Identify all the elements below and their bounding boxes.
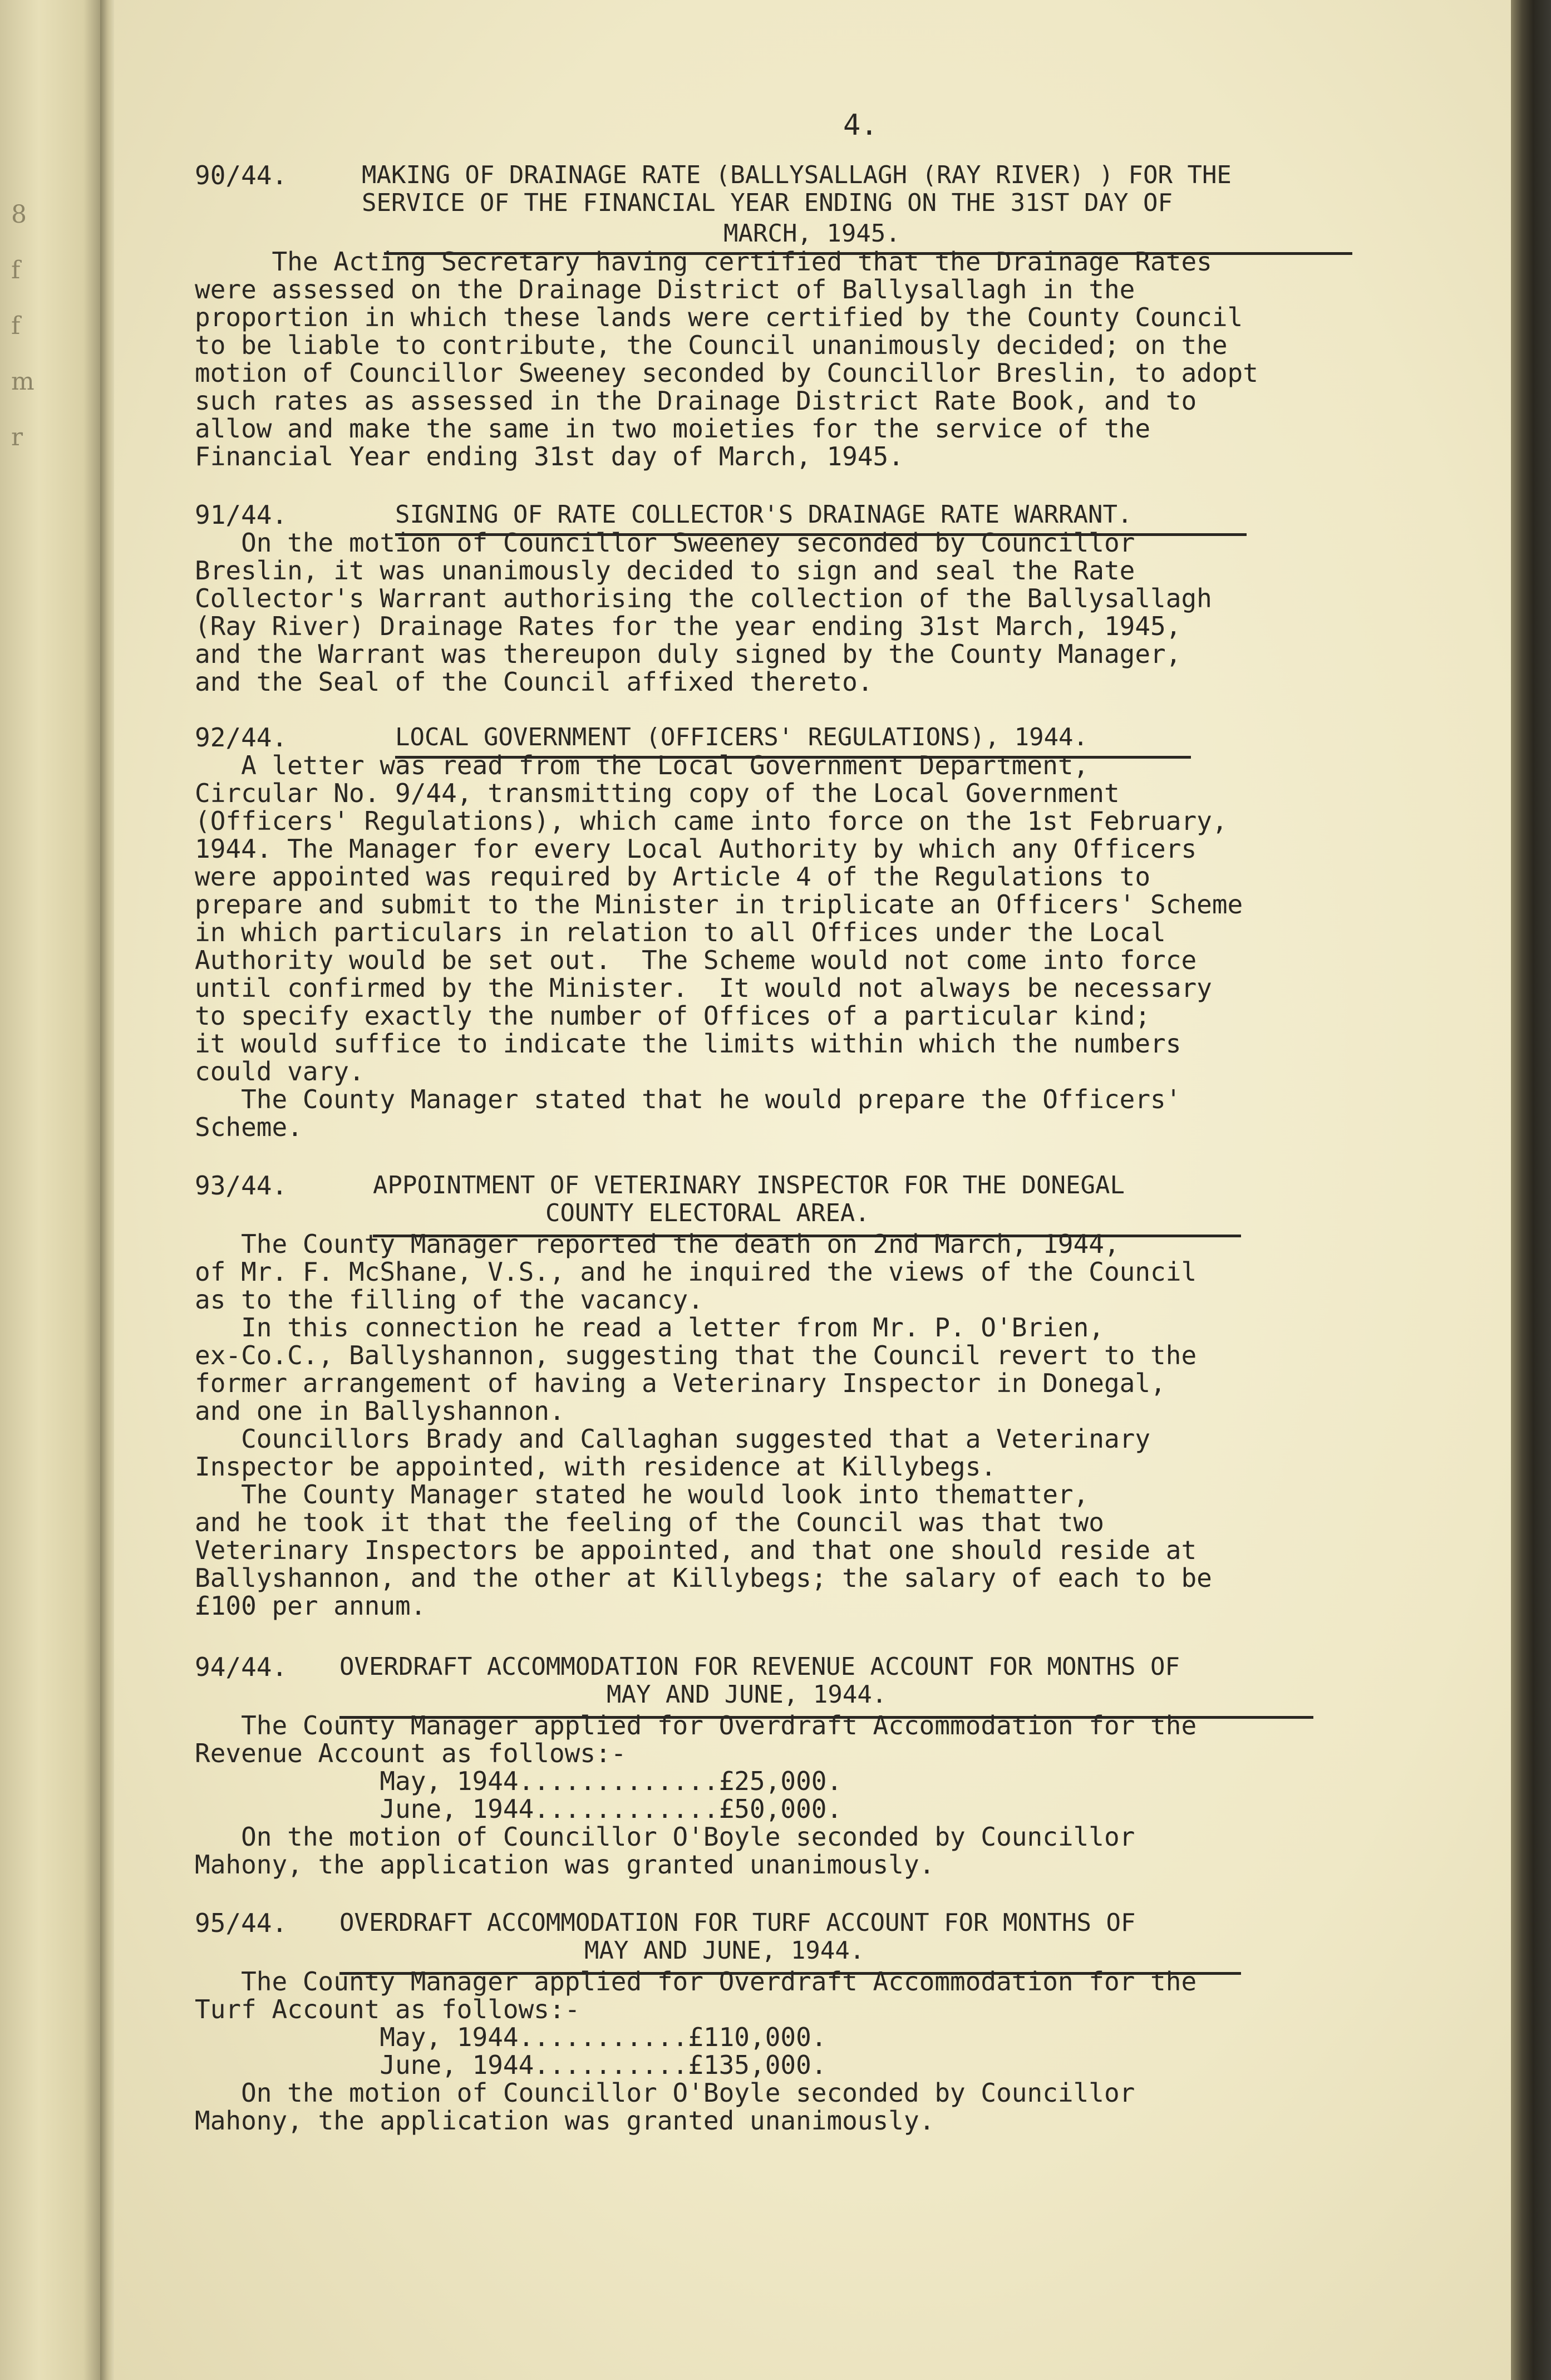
minute-number: 91/44. — [195, 500, 288, 530]
minute-heading: MAY AND JUNE, 1944. — [607, 1680, 887, 1709]
minute-body-line: proportion in which these lands were certified by the County Council — [195, 302, 1243, 332]
minute-body-line: Mahony, the application was granted unanimously. — [195, 2106, 935, 2136]
minute-body-line: Inspector be appointed, with residence at Killybegs. — [195, 1452, 997, 1482]
left-page-mark: 8 — [11, 200, 27, 229]
minute-number: 94/44. — [195, 1652, 288, 1682]
minute-body-line: Mahony, the application was granted unanimously. — [195, 1850, 935, 1880]
minute-number: 90/44. — [195, 160, 288, 190]
minute-body-line: it would suffice to indicate the limits within which the numbers — [195, 1029, 1181, 1059]
minute-heading: OVERDRAFT ACCOMMODATION FOR TURF ACCOUNT FOR MONTHS OF — [339, 1909, 1136, 1937]
page-number: 4. — [843, 109, 878, 142]
left-page-edge — [0, 0, 100, 2380]
minute-body-line: such rates as assessed in the Drainage District Rate Book, and to — [195, 386, 1197, 416]
minute-body-line: Collector's Warrant authorising the collection of the Ballysallagh — [195, 583, 1212, 613]
minute-body-line: prepare and submit to the Minister in triplicate an Officers' Scheme — [195, 889, 1243, 919]
minute-heading: LOCAL GOVERNMENT (OFFICERS' REGULATIONS), 1944. — [395, 723, 1089, 751]
minute-body-line: as to the filling of the vacancy. — [195, 1285, 703, 1315]
minute-body-line: In this connection he read a letter from Mr. P. O'Brien, — [195, 1312, 1104, 1343]
minute-body-line: of Mr. F. McShane, V.S., and he inquired the views of the Council — [195, 1257, 1197, 1287]
minute-body-line: A letter was read from the Local Government Department, — [195, 750, 1089, 780]
minute-body-line: and he took it that the feeling of the Council was that two — [195, 1507, 1104, 1537]
minute-body-line: The County Manager stated he would look into thematter, — [195, 1479, 1089, 1509]
minute-body-line: The County Manager applied for Overdraft Accommodation for the — [195, 1966, 1197, 1997]
minute-body-line: The Acting Secretary having certified that the Drainage Rates — [195, 247, 1212, 277]
minute-body-line: 1944. The Manager for every Local Authority by which any Officers — [195, 834, 1197, 864]
minute-body-line: On the motion of Councillor Sweeney seconded by Councillor — [195, 528, 1135, 558]
minute-number: 95/44. — [195, 1908, 288, 1938]
minute-heading: MARCH, 1945. — [723, 219, 900, 248]
minute-body-line: Revenue Account as follows:- — [195, 1738, 627, 1768]
minute-body-line: The County Manager reported the death on 2nd March, 1944, — [195, 1229, 1120, 1259]
minute-body-line: were appointed was required by Article 4 of the Regulations to — [195, 862, 1151, 892]
minute-body-line: (Ray River) Drainage Rates for the year ending 31st March, 1945, — [195, 611, 1181, 641]
minute-body-line: Ballyshannon, and the other at Killybegs; the salary of each to be — [195, 1563, 1212, 1593]
left-page-mark: f — [11, 312, 21, 340]
minute-body-line: May, 1944...........£110,000. — [195, 2022, 827, 2052]
minute-body-line: were assessed on the Drainage District of Ballysallagh in the — [195, 274, 1135, 304]
minute-heading: SIGNING OF RATE COLLECTOR'S DRAINAGE RATE WARRANT. — [395, 500, 1133, 529]
minute-body-line: Veterinary Inspectors be appointed, and that one should reside at — [195, 1535, 1197, 1565]
minute-body-line: until confirmed by the Minister. It would not always be necessary — [195, 973, 1212, 1003]
minute-body-line: to specify exactly the number of Offices of a particular kind; — [195, 1001, 1151, 1031]
minute-body-line: On the motion of Councillor O'Boyle seconded by Councillor — [195, 1822, 1135, 1852]
minute-body-line: On the motion of Councillor O'Boyle seconded by Councillor — [195, 2078, 1135, 2108]
minute-body-line: former arrangement of having a Veterinary Inspector in Donegal, — [195, 1368, 1166, 1398]
minute-body-line: ex-Co.C., Ballyshannon, suggesting that the Council revert to the — [195, 1340, 1197, 1370]
minute-heading: MAY AND JUNE, 1944. — [584, 1936, 865, 1965]
minute-body-line: and the Warrant was thereupon duly signed by the County Manager, — [195, 639, 1181, 669]
minute-heading: OVERDRAFT ACCOMMODATION FOR REVENUE ACCOUNT FOR MONTHS OF — [339, 1653, 1180, 1681]
minute-body-line: The County Manager stated that he would prepare the Officers' — [195, 1084, 1181, 1114]
minute-body-line: and one in Ballyshannon. — [195, 1396, 565, 1426]
minute-body-line: Councillors Brady and Callaghan suggested that a Veterinary — [195, 1424, 1151, 1454]
minute-number: 92/44. — [195, 722, 288, 753]
minute-body-line: (Officers' Regulations), which came into force on the 1st February, — [195, 806, 1228, 836]
minute-body-line: Scheme. — [195, 1112, 303, 1142]
minute-body-line: in which particulars in relation to all Offices under the Local — [195, 917, 1166, 947]
minute-heading: COUNTY ELECTORAL AREA. — [545, 1199, 870, 1227]
minute-number: 93/44. — [195, 1171, 288, 1201]
minute-heading: SERVICE OF THE FINANCIAL YEAR ENDING ON THE 31ST DAY OF — [362, 189, 1173, 217]
minute-heading: APPOINTMENT OF VETERINARY INSPECTOR FOR THE DONEGAL — [373, 1171, 1125, 1199]
minute-body-line: motion of Councillor Sweeney seconded by Councillor Breslin, to adopt — [195, 358, 1258, 388]
minute-body-line: Breslin, it was unanimously decided to sign and seal the Rate — [195, 555, 1135, 586]
minute-body-line: allow and make the same in two moieties for the service of the — [195, 414, 1151, 444]
minute-body-line: Turf Account as follows:- — [195, 1994, 580, 2024]
left-page-mark: r — [11, 423, 23, 451]
minute-body-line: £100 per annum. — [195, 1591, 426, 1621]
right-page-edge — [1511, 0, 1551, 2380]
minute-body-line: and the Seal of the Council affixed thereto. — [195, 667, 873, 697]
minute-body-line: May, 1944.............£25,000. — [195, 1766, 843, 1796]
minute-body-line: June, 1944............£50,000. — [195, 1794, 843, 1824]
minute-body-line: Authority would be set out. The Scheme would not come into force — [195, 945, 1197, 975]
minute-body-line: Financial Year ending 31st day of March, 1945. — [195, 441, 904, 471]
minute-heading: MAKING OF DRAINAGE RATE (BALLYSALLAGH (RAY RIVER) ) FOR THE — [362, 161, 1232, 189]
minute-body-line: Circular No. 9/44, transmitting copy of the Local Government — [195, 778, 1120, 808]
minute-body-line: June, 1944..........£135,000. — [195, 2050, 827, 2080]
left-page-mark: m — [11, 367, 35, 396]
left-page-mark: f — [11, 256, 21, 284]
minute-body-line: could vary. — [195, 1056, 365, 1086]
minute-body-line: to be liable to contribute, the Council unanimously decided; on the — [195, 330, 1228, 360]
minute-body-line: The County Manager applied for Overdraft Accommodation for the — [195, 1710, 1197, 1740]
